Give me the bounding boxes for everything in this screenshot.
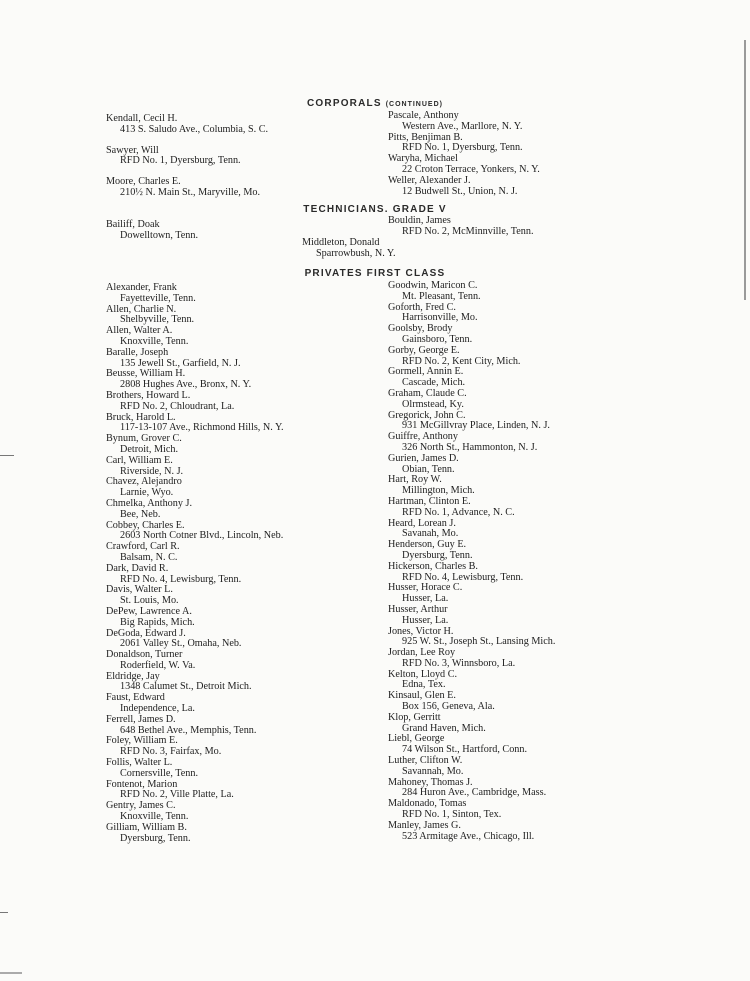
entry-name: Jones, Victor H. [388,625,454,637]
roster-entry [388,111,648,133]
entry-address: 413 S. Saludo Ave., Columbia, S. C. [120,123,269,135]
entry-name: Heard, Lorean J. [388,517,456,529]
roster-entry [388,519,658,541]
entry-name: Cobbey, Charles E. [106,519,185,531]
entry-name: Klop, Gerritt [388,711,441,723]
entry-name: Faust, Edward [106,692,165,704]
entry-name: Beusse, William H. [106,368,186,380]
entry-name: Manley, James G. [388,819,461,831]
heading-corporals-title: CORPORALS [307,98,382,109]
entry-address: Fayetteville, Tenn. [120,292,196,304]
roster-entry [106,456,376,478]
entry-name: Goolsby, Brody [388,323,453,335]
entry-address: Balsam, N. C. [120,551,178,563]
entry-address: Obian, Tenn. [402,463,455,475]
roster-entry [106,715,376,737]
entry-address: Mt. Pleasant, Tenn. [402,290,481,302]
entry-name: Baralle, Joseph [106,346,169,358]
entry-name: Dark, David R. [106,562,169,574]
entry-address: Roderfield, W. Va. [120,659,196,671]
entry-address: 925 W. St., Joseph St., Lansing Mich. [402,636,556,648]
entry-address: RFD No. 1, Dyersburg, Tenn. [120,155,241,167]
entry-name: Gregorick, John C. [388,409,466,421]
entry-address: 2061 Valley St., Omaha, Neb. [120,638,242,650]
roster-entry [106,564,376,586]
entry-address: Gainsboro, Tenn. [402,333,473,345]
scan-edge-mark [744,40,746,300]
entry-address: 2808 Hughes Ave., Bronx, N. Y. [120,379,252,391]
roster-entry [106,369,376,391]
entry-address: Olrmstead, Ky. [402,398,464,410]
roster-entry [106,146,376,168]
roster-entry [388,562,658,584]
entry-name: Bailiff, Doak [106,219,160,230]
roster-entry [106,758,376,780]
entry-address: Larnie, Wyo. [120,487,174,499]
roster-entry [106,672,376,694]
technicians-center-column [302,238,502,260]
entry-name: Husser, Horace C. [388,582,463,594]
heading-technicians [0,204,750,215]
privates-left-column [106,283,376,844]
entry-name: Liebl, George [388,733,445,745]
roster-entry [388,497,658,519]
entry-address: 22 Croton Terrace, Yonkers, N. Y. [402,163,540,175]
entry-address: 1348 Calumet St., Detroit Mich. [120,681,252,693]
entry-address: Knoxville, Tenn. [120,335,189,347]
roster-entry [388,281,658,303]
entry-address: Knoxville, Tenn. [120,811,189,823]
scan-edge-mark [0,455,14,456]
entry-address: 210½ N. Main St., Maryville, Mo. [120,186,261,198]
entry-name: Kendall, Cecil H. [106,113,178,124]
entry-address: Cascade, Mich. [402,377,466,389]
entry-name: Crawford, Carl R. [106,541,180,553]
entry-name: Hartman, Clinton E. [388,495,471,507]
entry-name: Gilliam, William B. [106,821,187,833]
entry-address: St. Louis, Mo. [120,595,179,607]
entry-name: Gormell, Annin E. [388,366,464,378]
entry-name: Chavez, Alejandro [106,476,182,488]
scan-edge-mark [0,912,8,913]
entry-address: Millington, Mich. [402,485,475,497]
entry-address: Cornersville, Tenn. [120,767,199,779]
roster-entry [388,133,648,155]
roster-entry [388,432,658,454]
entry-address: Savanah, Mo. [402,528,459,540]
entry-address: Dowelltown, Tenn. [120,229,199,241]
roster-entry [106,607,376,629]
entry-name: Graham, Claude C. [388,387,467,399]
entry-name: Gentry, James C. [106,800,176,812]
entry-name: Pascale, Anthony [388,110,459,121]
roster-entry [106,283,376,305]
entry-address: Bee, Neb. [120,508,161,520]
entry-name: Goodwin, Maricon C. [388,280,478,291]
technicians-right-column [388,216,648,238]
roster-entry [302,238,502,260]
roster-entry [388,475,658,497]
roster-entry [388,713,658,735]
entry-name: Middleton, Donald [302,237,380,248]
roster-entry [106,499,376,521]
roster-entry [106,114,376,136]
roster-entry [106,629,376,651]
entry-address: RFD No. 3, Winnsboro, La. [402,657,516,669]
roster-entry [106,650,376,672]
roster-entry [106,823,376,845]
entry-address: Riverside, N. J. [120,465,184,477]
entry-address: RFD No. 2, McMinnville, Tenn. [402,225,534,237]
entry-name: Kelton, Lloyd C. [388,668,458,680]
entry-name: Luther, Clifton W. [388,755,463,767]
entry-name: Allen, Charlie N. [106,303,177,315]
entry-address: RFD No. 4, Lewisburg, Tenn. [120,573,242,585]
entry-address: Husser, La. [402,593,449,605]
entry-name: Brothers, Howard L. [106,389,191,401]
roster-entry [106,736,376,758]
entry-address: Harrisonville, Mo. [402,312,478,324]
entry-name: Maldonado, Tomas [388,798,467,810]
roster-entry [388,756,658,778]
roster-entry [388,734,658,756]
entry-name: Gorby, George E. [388,344,460,356]
entry-address: RFD No. 1, Dyersburg, Tenn. [402,142,523,154]
entry-address: 117-13-107 Ave., Richmond Hills, N. Y. [120,422,284,434]
entry-name: DeGoda, Edward J. [106,627,186,639]
roster-entry [106,391,376,413]
entry-name: Hickerson, Charles B. [388,560,478,572]
heading-corporals [0,98,750,109]
roster-entry [388,691,658,713]
entry-address: Shelbyville, Tenn. [120,314,195,326]
heading-technicians-title: TECHNICIANS. GRADE V [303,204,447,215]
entry-name: Weller, Alexander J. [388,174,471,186]
roster-entry [106,693,376,715]
entry-address: Box 156, Geneva, Ala. [402,701,495,713]
entry-name: Ferrell, James D. [106,713,176,725]
roster-entry [106,413,376,435]
entry-name: Guiffre, Anthony [388,431,458,443]
entry-name: Allen, Walter A. [106,325,173,337]
entry-address: 931 McGillvray Place, Linden, N. J. [402,420,550,432]
roster-entry [388,605,658,627]
entry-address: Big Rapids, Mich. [120,616,195,628]
roster-entry [388,324,658,346]
roster-entry [388,367,658,389]
entry-name: Follis, Walter L. [106,757,173,769]
entry-address: 326 North St., Hammonton, N. J. [402,441,538,453]
roster-entry [388,648,658,670]
entry-name: Fontenot, Marion [106,778,178,790]
entry-name: Bouldin, James [388,215,451,226]
entry-name: Moore, Charles E. [106,176,181,188]
entry-address: Husser, La. [402,614,449,626]
heading-corporals-suffix: (CONTINUED) [385,101,443,108]
entry-name: Carl, William E. [106,454,173,466]
roster-entry [106,801,376,823]
roster-entry [388,303,658,325]
roster-entry [388,154,648,176]
entry-name: Sawyer, Will [106,144,159,156]
roster-entry [388,670,658,692]
entry-address: RFD No. 4, Lewisburg, Tenn. [402,571,524,583]
entry-address: 2603 North Cotner Blvd., Lincoln, Neb. [120,530,284,542]
roster-entry [106,542,376,564]
entry-name: Husser, Arthur [388,603,448,615]
entry-address: 74 Wilson St., Hartford, Conn. [402,744,528,756]
roster-entry [388,821,658,843]
roster-entry [106,780,376,802]
entry-name: DePew, Lawrence A. [106,605,192,617]
privates-right-column [388,281,658,842]
entry-name: Pitts, Benjiman B. [388,131,463,143]
roster-entry [388,454,658,476]
entry-name: Goforth, Fred C. [388,301,456,313]
entry-address: RFD No. 1, Advance, N. C. [402,506,515,518]
entry-address: Dyersburg, Tenn. [402,549,473,561]
entry-address: Western Ave., Marllore, N. Y. [402,120,523,132]
entry-address: Edna, Tex. [402,679,446,691]
entry-address: RFD No. 1, Sinton, Tex. [402,809,502,821]
entry-name: Bruck, Harold L. [106,411,176,423]
entry-name: Jordan, Lee Roy [388,647,456,659]
entry-name: Chmelka, Anthony J. [106,497,193,509]
heading-privates [0,268,750,279]
entry-address: Sparrowbush, N. Y. [316,247,396,259]
entry-address: 523 Armitage Ave., Chicago, Ill. [402,830,535,842]
roster-entry [388,346,658,368]
roster-entry [106,585,376,607]
corporals-left-column [106,114,376,199]
heading-privates-title: PRIVATES FIRST CLASS [304,268,446,279]
scan-edge-mark [0,972,22,974]
entry-name: Mahoney, Thomas J. [388,776,473,788]
entry-address: RFD No. 2, Kent City, Mich. [402,355,521,367]
entry-address: Savannah, Mo. [402,765,464,777]
entry-name: Eldridge, Jay [106,670,160,682]
roster-entry [106,521,376,543]
entry-name: Hart, Roy W. [388,474,442,486]
entry-address: 12 Budwell St., Union, N. J. [402,185,518,197]
corporals-right-column [388,111,648,197]
roster-entry [388,778,658,800]
roster-entry [388,176,648,198]
entry-name: Donaldson, Turner [106,649,183,661]
entry-name: Henderson, Guy E. [388,539,467,551]
roster-entry [106,305,376,327]
entry-address: Grand Haven, Mich. [402,722,486,734]
entry-name: Bynum, Grover C. [106,433,182,445]
entry-name: Gurien, James D. [388,452,459,464]
entry-name: Kinsaul, Glen E. [388,690,456,702]
entry-address: Independence, La. [120,703,195,715]
roster-entry [388,540,658,562]
entry-name: Waryha, Michael [388,153,458,165]
entry-address: 284 Huron Ave., Cambridge, Mass. [402,787,547,799]
roster-entry [106,434,376,456]
roster-entry [388,583,658,605]
roster-entry [106,348,376,370]
entry-address: RFD No. 2, Ville Platte, La. [120,789,234,801]
roster-entry [106,477,376,499]
roster-entry [388,411,658,433]
entry-address: Dyersburg, Tenn. [120,832,191,844]
entry-address: 135 Jewell St., Garfield, N. J. [120,357,241,369]
roster-entry [106,177,376,199]
roster-entry [388,799,658,821]
entry-address: Detroit, Mich. [120,443,179,455]
roster-entry [388,627,658,649]
roster-entry [106,326,376,348]
roster-entry [388,389,658,411]
entry-address: RFD No. 2, Chloudrant, La. [120,400,235,412]
entry-address: RFD No. 3, Fairfax, Mo. [120,746,222,758]
entry-name: Davis, Walter L. [106,584,173,596]
roster-entry [388,216,648,238]
entry-name: Foley, William E. [106,735,178,747]
entry-address: 648 Bethel Ave., Memphis, Tenn. [120,724,257,736]
entry-name: Alexander, Frank [106,282,177,293]
